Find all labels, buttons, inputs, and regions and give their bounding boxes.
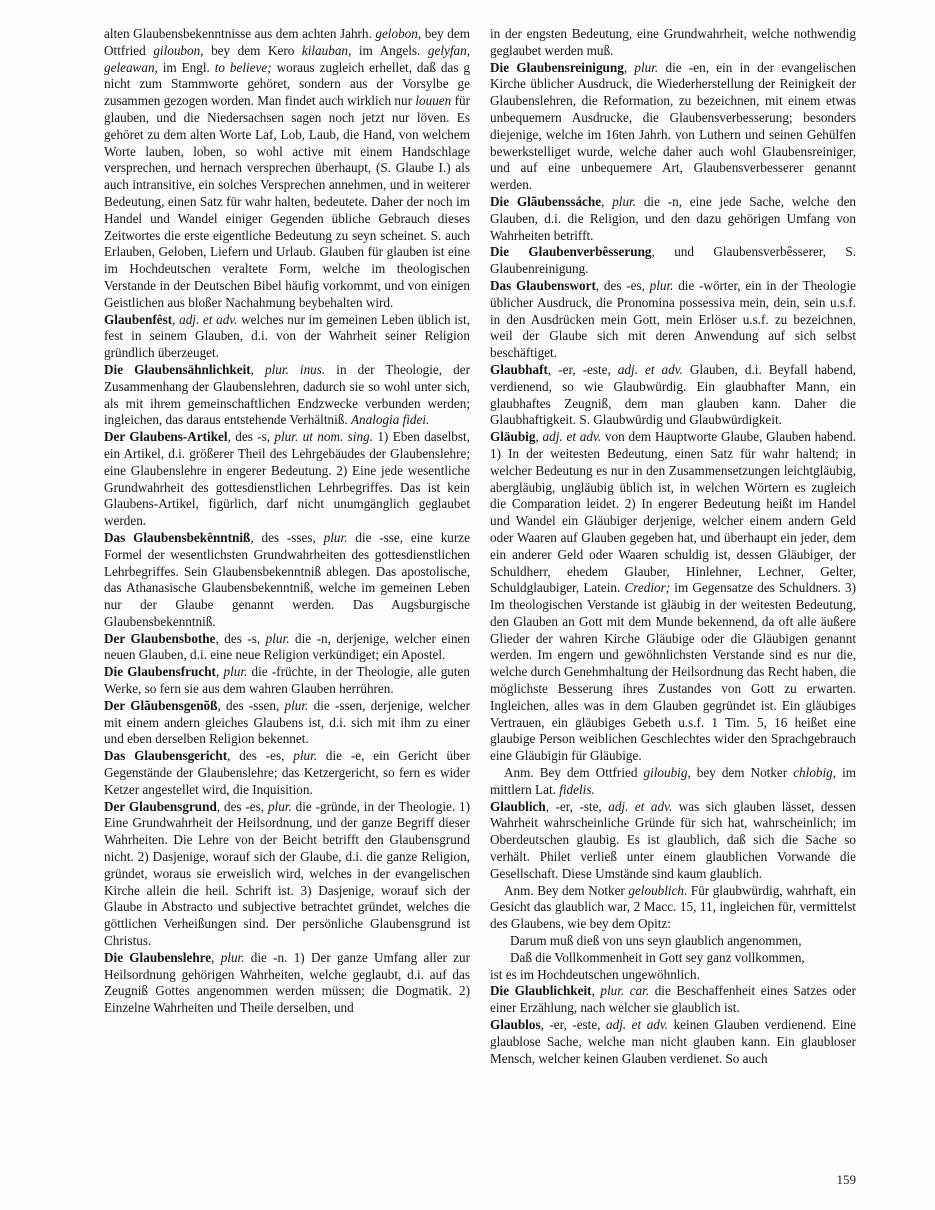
text-segment: alten Glaubensbekenntnisse aus dem achten Jahrh. [104,26,376,41]
headword: Die Glãubenssáche [490,193,602,209]
entry-paragraph [104,748,470,798]
entry-paragraph [104,631,470,665]
text-segment: in der engsten Bedeutung, eine Grundwahrheit, welche nothwendig geglaubet werden muß. [490,26,856,58]
entry-paragraph [490,1017,856,1067]
entry-paragraph [490,26,856,60]
headword: Das Glaubenswort [490,277,596,293]
headword: Die Glaubensähnlichkeit [104,361,251,377]
text-segment: Glauben, d.i. Beyfall habend, verdienend, so wie Glaubwürdig. Ein glaubhafter Mann, ein glaubhaftes Zeugniß, dem man glauben kann. Daher die Glaubhaftigkeit. S. Glaubwürdig und Glaubwürdigkeit. [490,361,856,428]
text-segment: , des -es, [227,748,294,764]
text-segment: , bey dem Notker [687,765,794,781]
text-segment: von dem Hauptworte Glaube, Glauben habend. 1) In der weitesten Bedeutung, einen Satz für wahr haltend; in welcher Bedeutung es nur in den Zusammensetzungen leichtgläubig, abergläubig, ungläubig üblich ist, in welchen Wörtern es zugleich die Comparation leidet. 2) In engerer Bedeutung heißt im Handel und Wandel ein Gläubiger derjenige, welcher einem andern Geld oder Waaren auf Glauben gegeben hat, und überhaupt ein jeder, dem ein anderer Geld oder Waaren schuldig ist, dessen Gläubiger, der Schuldherr, ehedem Glauber, Hinlehner, Lechner, Gelter, Schuldglaubiger, Latein. [490,429,856,596]
text-segment: , [211,949,221,965]
text-segment: welches nur im gemeinen Leben üblich ist, fest in seinem Glauben, d.i. von der Wahrheit seiner Religion gründlich überzeuget. [104,311,471,361]
headword: Der Glaubensbothe [104,630,216,646]
text-segment: für glauben, und die Niedersachsen sagen noch jetzt nur löven. Es gehöret zu dem alten Worte Laf, Lob, Laub, die Hand, von welchem Worte lauben, loben, so wohl active mit einem Handschlage versprechen, und hernach versprechen überhaupt, (S. Glaube I.) als auch intransitive, ein solches Versprechen annehmen, und in weiterer Bedeutung, einen Satz für wahr halten, bedeutete. Daher der noch im Handel und Wandel einiger Gegenden übliche Gebrauch dieses Zeitwortes die erste eigentliche Bedeutung zu seyn scheinet. S. auch Erlauben, Geloben, Liefern und Urlaub. Glauben für glauben ist eine im Hochdeutschen veraltete Form, welche im theologischen Verstande in der Deutschen Bibel häufig vorkommt, und von einigen Geistlichen aus bloßer Nachahmung beybehalten wird. [104,93,470,310]
italic-text-segment: plur. [293,748,318,764]
entry-paragraph [490,429,856,765]
text-segment: was sich glauben lässet, dessen Wahrheit wahrscheinliche Gründe für sich hat, wahrscheinlich; im Oberdeutschen glaubig. Es ist glaublich, daß sich die Sache so verhält. Philet verließ unter einem glaublichen Vorwande die Gesellschaft. Diese Umstände sind kaum glaublich. [490,798,856,881]
entry-paragraph [490,278,856,362]
italic-text-segment: adj. et adv. [179,311,238,327]
headword: Die Glaubenslehre [104,949,212,965]
text-segment: , [215,664,224,680]
text-segment: die -sse, eine kurze Formel der wesentlichsten Grundwahrheiten des gottesdienstlichen Lehrbegriffes. Sein Glaubensbekenntniß ablegen. Das apostolische, das Athanasische Glaubensbekenntniß, welche im gemeinen Leben nur der Glaube genannt werden. Das Augsburgische Glaubensbekenntniß. [104,529,470,629]
italic-text-segment: Analogia fidei. [350,412,430,428]
text-segment: , [172,311,180,327]
text-segment: Anm. Bey dem Notker [504,882,629,898]
italic-text-segment: plur. [223,664,248,680]
italic-text-segment: plur. [649,277,674,293]
headword: Das Glaubensbekênntniß [104,529,251,545]
italic-text-segment: plur. ut nom. sing. [274,429,373,445]
entry-paragraph [490,983,856,1017]
headword: Glaubhaft [490,361,548,377]
column-left [104,26,470,1067]
text-segment: die -n. 1) Der ganze Umfang aller zur Heilsordnung gehörigen Wahrheiten, welche geglaubt, d.i. auf das Zeugniß Gottes angenommen werden müssen; die Dogmatik. 2) Einzelne Wahrheiten und Theile derselben, und [104,949,471,1016]
entry-paragraph [490,194,856,244]
italic-text-segment: adj. et adv. [542,429,602,445]
text-segment: , [250,361,266,377]
verse-line [490,933,856,950]
text-segment: Anm. Bey dem Ottfried [504,765,644,781]
text-segment: , [591,983,601,999]
text-segment: , des -s, [215,630,266,646]
entry-paragraph [104,26,470,312]
text-segment: , des -es, [216,798,268,814]
headword: Der Glaubensgrund [104,798,217,814]
entry-paragraph [490,967,856,984]
column-right [490,26,856,1067]
italic-text-segment: plur. inus. [265,361,326,377]
text-columns [104,26,856,1067]
text-segment: , des -ssen, [217,697,285,713]
italic-text-segment: plur. [220,949,245,965]
text-segment: die -e, ein Gericht über Gegenstände der Glaubenslehre; das Ketzergericht, so fern es wider Ketzer angestellet wird, die Inquisition. [104,748,470,797]
italic-text-segment: to believe; [214,59,272,75]
text-segment: die -wörter, ein in der Theologie üblicher Ausdruck, die Pronomina possessiva mein, dein, sein u.s.f. in den Ausdrücken mein Gott, mein Erlöser u.s.f. zu bezeichnen, weil der Glaube sich mit deren Anwendung auf sich selbst beschäftiget. [490,277,856,361]
entry-paragraph [104,429,470,530]
italic-text-segment: gelyfan, geleawan [104,42,470,75]
text-segment: , und Glaubensverbêsserer, S. Glaubenreinigung. [490,244,856,277]
text-segment: , -er, -este, [540,1017,607,1033]
text-segment: , im Angels. [348,42,428,58]
text-segment: ist es im Hochdeutschen ungewöhnlich. [490,966,700,982]
text-segment: . Für glaubwürdig, wahrhaft, ein Gesicht das glaublich war, 2 Macc. 15, 11, ingleichen für, vermittelst des Glaubens, wie bey dem Opitz: [490,882,856,932]
text-segment: 1) Eben daselbst, ein Artikel, d.i. größerer Theil des Lehrgebäudes der Glaubenslehre; eine Glaubenslehre in engerer Bedeutung. 2) Eine jede wesentliche Grundwahrheit des gottesdienstlichen Lehrbegriffes. Das ist kein Glaubens-Artikel, figürlich, darf nicht unumgänglich geglaubet werden. [104,429,470,529]
italic-text-segment: plur. [612,193,637,209]
entry-paragraph [490,362,856,429]
headword: Der Glãubensgenõß [104,697,218,713]
italic-text-segment: kilauban [301,42,349,58]
italic-text-segment: louuen [415,93,452,109]
italic-text-segment: plur. car. [600,983,650,999]
text-segment: , -er, -este, [547,361,618,377]
page-number: 159 [836,1172,856,1187]
italic-text-segment: plur. [634,59,659,75]
text-segment: , bey dem Kero [200,42,302,58]
italic-text-segment: fidelis. [559,781,595,797]
italic-text-segment: giloubon [153,42,201,58]
text-segment: in der Theologie, der Zusammenhang der Glaubenslehren, dadurch sie so wohl unter sich, als mit ihrem gemeinschaftlichen Endzwecke verbunden werden; ingleichen, das daraus entstehende Verhältniß. [104,361,470,428]
headword: Glaublich [490,798,546,814]
text-segment: woraus zugleich erhellet, daß das g nicht zum Stammworte gehöret, sondern aus der Vorsylbe ge zusammen gezogen worden. Man findet auch wirklich nur [104,59,470,109]
text-segment: , des -es, [595,277,650,293]
text-segment: Daß die Vollkommenheit in Gott sey ganz vollkommen, [510,949,805,965]
headword: Die Glaubensreinigung [490,59,624,75]
italic-text-segment: plur. [267,798,292,814]
text-segment: die Beschaffenheit eines Satzes oder einer Erzählung, nach welcher sie glaublich ist. [490,983,857,1016]
entry-paragraph [490,244,856,278]
entry-paragraph [104,530,470,631]
text-segment: , im mittlern Lat. [490,765,857,797]
text-segment: die -en, ein in der evangelischen Kirche üblicher Ausdruck, die Wiederherstellung der Reinigkeit der Glaubenslehren, die Reformation, zu bezeichnen, mit einem etwas unbequemern Ausdrucke, die Glaubensverbesserung; besonders diejenige, welche im 16ten Jahrh. von Luthern und seinen Gehülfen bewerkstelliget wurde, welche daher auch wohl Glaubensreiniger, und auf eine unbequemere Art, Glaubensverbesserer genannt werden. [490,59,857,193]
text-segment: die -n, derjenige, welcher einen neuen Glauben, d.i. eine neue Religion verkündiget; ein Apostel. [104,630,470,663]
headword: Die Glaublichkeit [490,983,592,999]
text-segment: die -gründe, in der Theologie. 1) Eine Grundwahrheit der Heilsordnung, und der ganze Begriff dieser Wahrheiten. Die Lehre von der Beicht betrifft den Glaubensgrund nicht. 2) Dasjenige, worauf sich der Glaube, d.i. die ganze Religion, gründet, woraus sie erweislich wird, welches in der evangelischen Kirche allein die heil. Schrift ist. 3) Dasjenige, worauf sich der Glaube in Abstracto und subjective betrachtet gründet, welches die göttlichen Verheißungen sind. Der persönliche Glaubensgrund ist Christus. [104,798,470,949]
verse-line [490,950,856,967]
headword: Glaublos [490,1017,541,1033]
entry-paragraph [104,799,470,950]
entry-paragraph [104,362,470,429]
text-segment: die -n, eine jede Sache, welche den Glauben, d.i. die Religion, und den dazu gehörigen Umfang von Wahrheiten betrifft. [490,193,857,243]
entry-paragraph [490,60,856,194]
text-segment: , des -s, [227,429,275,445]
text-segment: die -früchte, in der Theologie, alle guten Werke, so fern sie aus dem wahren Glauben herrühren. [104,664,471,697]
headword: Der Glaubens-Artikel [104,429,228,445]
text-segment: im Gegensatze des Schuldners. 3) Im theologischen Verstande ist gläubig in der weitesten Bedeutung, den Glauben an Gott mit dem Munde bekennend, da oft alle äußere Glieder der wahren Kirche Gläubige oder die Gläubigen genannt werden. Im engern und gewöhnlichsten Verstande sind es nur die, welche durch Genehmhaltung der Heilsordnung das Recht haben, die möglichste Besserung ihres Zustandes von Gott zu erwarten. Ingleichen, alles was in dem Glauben gegründet ist. Ein gläubiges Vertrauen, ein gläubiges Gebeth u.s.f. 1 Tim. 5, 16 heißet eine glaubige Person weiblichen Geschlechtes wider den Sprachgebrauch eine Gläubigin für Gläubige. [490,580,856,764]
text-segment: , des -sses, [250,529,324,545]
text-segment: , im Engl. [154,59,215,75]
headword: Die Glaubensfrucht [104,664,216,680]
text-segment: die -ssen, derjenige, welcher mit einem andern gleiches Glaubens ist, d.i. sich mit ihm zu einer und eben derselben Religion bekennet. [104,697,470,747]
entry-paragraph [104,698,470,748]
italic-text-segment: adj. et adv. [608,798,673,814]
italic-text-segment: geloublich [628,882,685,898]
headword: Gläubig [490,429,536,445]
italic-text-segment: Credior; [624,580,671,596]
italic-text-segment: adj. et adv. [606,1017,669,1033]
text-segment: , [623,59,635,75]
entry-paragraph [490,765,856,799]
italic-text-segment: plur. [284,697,309,713]
text-segment: Darum muß dieß von uns seyn glaublich angenommen, [510,933,802,949]
entry-paragraph [490,883,856,933]
italic-text-segment: giloubig [643,765,688,781]
headword: Das Glaubensgericht [104,748,228,764]
text-segment: , bey dem Ottfried [104,26,470,58]
italic-text-segment: chlobig [793,765,833,781]
entry-paragraph [104,664,470,698]
text-segment: , -er, -ste, [545,798,609,814]
text-segment: , [601,193,613,209]
italic-text-segment: plur. [265,630,290,646]
entry-paragraph [104,950,470,1017]
entry-paragraph [490,799,856,883]
headword: Die Glaubenverbêsserung [490,244,652,260]
italic-text-segment: adj. et adv. [617,361,683,377]
text-segment: keinen Glauben verdienend. Eine glaublose Sache, welche man nicht glauben kann. Ein glaubloser Mensch, welcher keinen Glauben verdienet. So auch [490,1017,857,1066]
headword: Glaubenfêst [104,311,173,327]
italic-text-segment: gelobon [375,26,418,41]
entry-paragraph [104,312,470,362]
italic-text-segment: plur. [323,529,348,545]
text-segment: , [535,429,543,445]
